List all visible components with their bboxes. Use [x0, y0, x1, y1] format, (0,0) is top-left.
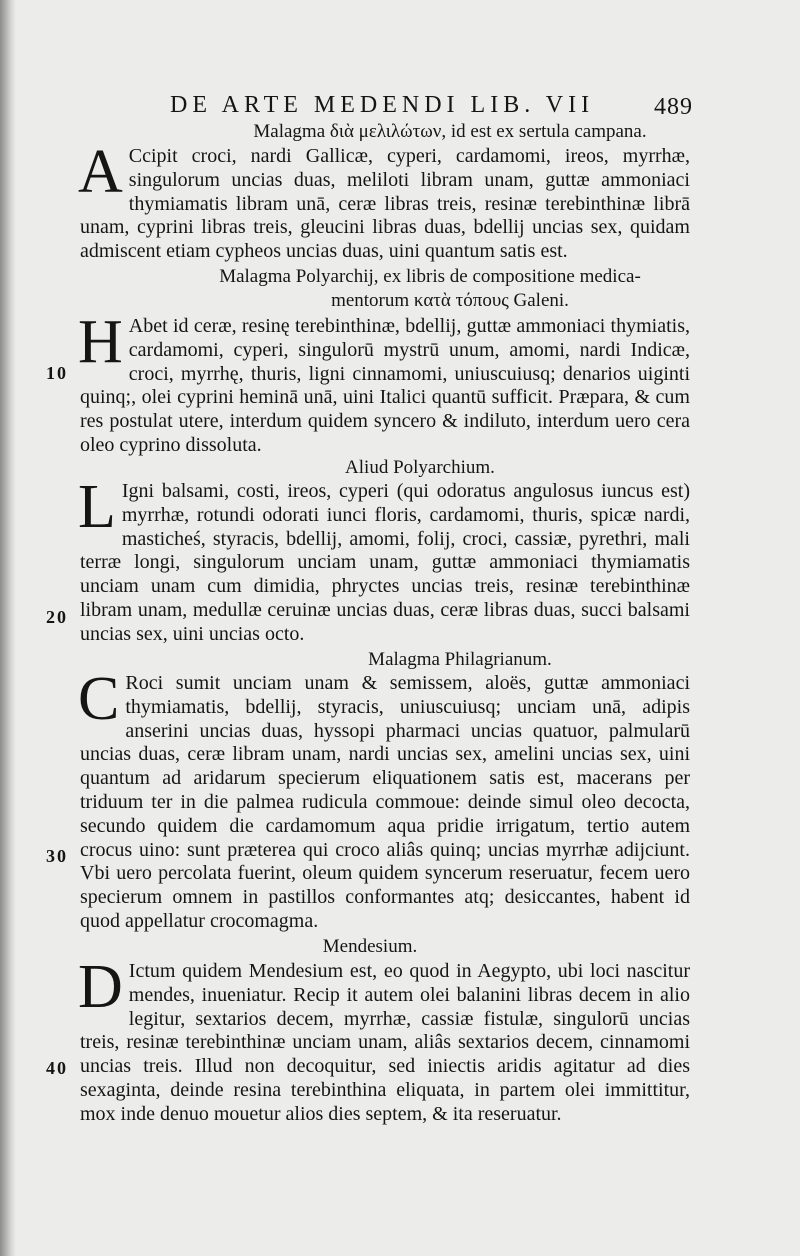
paragraph-body: Abet id ceræ, resinę terebinthinæ, bdellij, guttæ ammoniaci thymiatis, cardamomi, cyperi, singulorū mystrū unum, amomi, nardi Indicæ, croci, myrrhę, thuris, ligni cinnamomi, uniuscuiusq; denarios uiginti quinq;, olei cyprini heminā unā, uini Italici quantū sufficit. Præpara, & cum res postulat utere, interdum quidem syncero & indiluto, interdum uero cera oleo cyprino dissoluta.: [80, 315, 690, 456]
margin-line-number: 30: [46, 846, 68, 866]
section-heading-polyarchij: Malagma Polyarchij, ex libris de compositione medica-: [219, 266, 641, 287]
drop-capital: H: [78, 308, 123, 376]
section-text-aliud-polyarchium: [78, 473, 690, 647]
section-text-malagma-melilot: [78, 138, 690, 264]
section-heading-philagrianum: Malagma Philagrianum.: [368, 649, 552, 670]
paragraph-body: Ccipit croci, nardi Gallicæ, cyperi, cardamomi, ireos, myrrhæ, singulorum uncias duas, meliloti libram unam, guttæ ammoniaci thymiamatis libram unā, ceræ libras treis, resinæ terebinthinæ librā unam, cyprini libras treis, gleucini libras duas, bdellij uncias sex, quidam admiscent etiam cypheos uncias duas, uini quantum satis est.: [80, 145, 690, 263]
section-text-polyarchij: [78, 308, 690, 458]
paragraph-body: Igni balsami, costi, ireos, cyperi (qui odoratus angulosus iuncus est) myrrhæ, rotundi odorati iunci floris, cardamomi, thuris, spicæ nardi, masticheś, styracis, bdellij, amomi, folij, croci, cassiæ, pyrethri, mali terræ longi, singulorum unciam unam, guttæ ammoniaci thymiamatis unciam unam cum dimidia, phryctes uncias treis, resinæ terebinthinæ libram unam, medullæ ceruinæ uncias duas, ceræ libras duas, succi balsami uncias sex, uini uncias octo.: [80, 480, 690, 645]
drop-capital: D: [78, 953, 123, 1021]
margin-line-number: 20: [46, 607, 68, 627]
section-heading-aliud-polyarchium: Aliud Polyarchium.: [345, 457, 495, 478]
drop-capital: C: [78, 665, 120, 733]
paragraph-body: Ictum quidem Mendesium est, eo quod in Aegypto, ubi loci nascitur mendes, inueniatur. Recip it autem olei balanini libras decem in alio legitur, sextarios decem, myrrhæ, cassiæ fistulæ, singulorū uncias treis, resinæ terebinthinæ unciam unam, aliâs sextarios decem, cinnamomi uncias treis. Illud non decoquitur, sed iniectis aridis agitatur ad dies sexaginta, deinde resina terebinthina eliquata, in partem olei immittitur, mox inde denuo mouetur alios dies septem, & ita reseruatur.: [80, 960, 690, 1125]
running-title: DE ARTE MEDENDI LIB. VII: [170, 92, 595, 118]
section-text-mendesium: [78, 953, 690, 1127]
section-text-philagrianum: [78, 665, 690, 934]
page-number: 489: [654, 94, 693, 120]
margin-line-number: 10: [46, 363, 68, 383]
section-heading-polyarchij-line2: mentorum κατὰ τόπους Galeni.: [331, 290, 569, 311]
paragraph-body: Roci sumit unciam unam & semissem, aloës, guttæ ammoniaci thymiamatis, bdellij, styracis, uniuscuiusq; unciam unā, adipis anserini uncias duas, hyssopi pharmaci uncias quatuor, palmularū uncias duas, ceræ libram unam, nardi uncias sex, amelini uncias sex, uini quantum ad aridarum specierum eliquationem satis est, macerans per triduum ter in die palmea rudicula commoue: deinde simul oleo decocta, secundo quidem die cardamomum aqua pridie irrigatum, tertio autem crocus uino: sunt præterea qui croco aliâs quinq; uncias myrrhæ adijciunt. Vbi uero percolata fuerint, oleum quidem syncerum reseruatur, fecem uero specierum omnem in pastillos conformantes atq; desiccantes, habent id quod appellatur crocomagma.: [80, 672, 690, 932]
margin-line-number: 40: [46, 1058, 68, 1078]
page-gutter-shadow: [0, 0, 16, 1256]
drop-capital: A: [78, 138, 123, 206]
section-heading-malagma-melilot: Malagma διὰ μελιλώτων, id est ex sertula campana.: [253, 121, 647, 142]
section-heading-mendesium: Mendesium.: [322, 936, 418, 957]
drop-capital: L: [78, 473, 116, 541]
